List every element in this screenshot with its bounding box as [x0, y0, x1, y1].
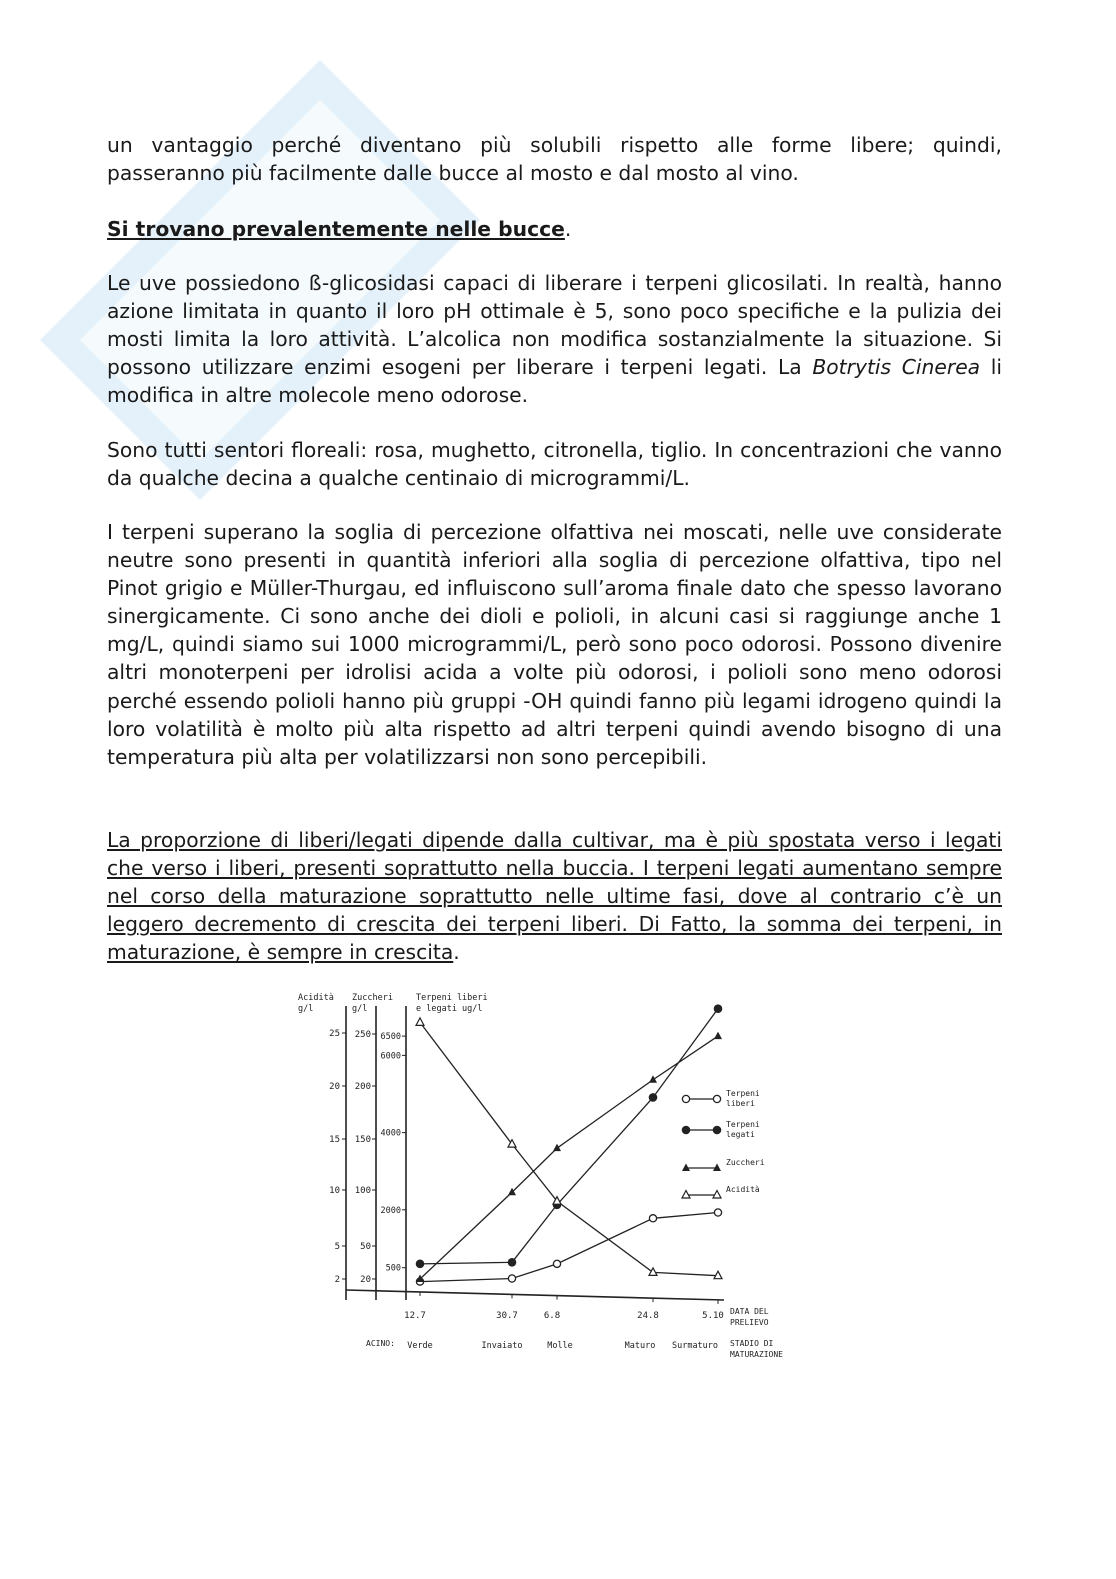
- tick-label-acidity: 20: [329, 1082, 340, 1092]
- legend-label: Zuccheri: [726, 1158, 765, 1167]
- tick-label-acidity: 2: [334, 1275, 340, 1285]
- stage-label: Invaiato: [481, 1341, 523, 1351]
- paragraph-perception-threshold: I terpeni superano la soglia di percezione olfattiva nei moscati, nelle uve considerate neutre sono presenti in quantità inferiori alla soglia di percezione olfattiva, tipo nel Pinot grigio e Müller-Thurgau, ed influiscono sull’aroma finale dato che spesso lavorano sinergicamente. Ci sono anche dei dioli e polioli, in alcuni casi si raggiunge anche 1 mg/L, quindi siamo sui 1000 microgrammi/L, però sono poco odorosi. Possono divenire altri monoterpeni per idrolisi acida a volte più odorosi, i polioli sono meno odorosi perché essendo polioli hanno più gruppi -OH quindi fanno più legami idrogeno quindi la loro volatilità è molto più alta rispetto ad altri terpeni quindi avendo bisogno di una temperatura più alta per volatilizzarsi non sono percepibili.: [107, 520, 1002, 769]
- section-heading: Si trovano prevalentemente nelle bucce.: [107, 217, 572, 241]
- tick-label-sugars: 200: [354, 1082, 371, 1092]
- point-terpeni-liberi: [553, 1260, 560, 1267]
- axis-title-acidity: Acidità: [298, 993, 334, 1003]
- stage-label: Verde: [407, 1341, 433, 1351]
- tick-label-sugars: 20: [360, 1275, 371, 1285]
- tick-label-date: 24.8: [637, 1311, 659, 1321]
- tick-label-date: 5.10: [702, 1311, 724, 1321]
- stage-label: Surmaturo: [671, 1341, 719, 1351]
- point-zuccheri: [553, 1144, 561, 1152]
- stage-axis-title: STADIO DI: [730, 1339, 774, 1348]
- stage-label: Maturo: [624, 1341, 656, 1351]
- point-acidita: [649, 1268, 657, 1276]
- x-axis-title: DATA DEL: [730, 1307, 769, 1316]
- legend-marker: [682, 1164, 690, 1172]
- legend-label: Terpeni: [726, 1120, 760, 1129]
- legend-marker: [713, 1164, 721, 1172]
- stage-label: Molle: [547, 1341, 573, 1351]
- legend-marker: [713, 1126, 721, 1134]
- legend-marker: [713, 1095, 720, 1102]
- axis-title-acidity: g/l: [298, 1004, 314, 1014]
- tick-label-acidity: 5: [334, 1242, 340, 1252]
- x-axis: [346, 1290, 724, 1300]
- axis-title-sugars: g/l: [352, 1004, 368, 1014]
- tick-label-terpenes: 2000: [380, 1205, 401, 1216]
- species-name: Botrytis Cinerea: [812, 355, 981, 380]
- paragraph-glycosidases: Le uve possiedono ß-glicosidasi capaci di liberare i terpeni glicosilati. In realtà, hanno azione limitata in quanto il loro pH ottimale è 5, sono poco specifiche e la pulizia dei mosti limita la loro attività. L’alcolica non modifica sostanzialmente la situazione. Si possono utilizzare enzimi esogeni per liberare i terpeni legati. La Botrytis Cinerea li modifica in altre molecole meno odorose.: [107, 271, 1003, 408]
- tick-label-terpenes: 6000: [380, 1051, 401, 1062]
- series-line-terpeni-liberi: [420, 1213, 718, 1282]
- tick-label-sugars: 150: [354, 1135, 371, 1145]
- tick-label-date: 6.8: [543, 1311, 561, 1321]
- legend-marker: [682, 1095, 689, 1102]
- tick-label-acidity: 25: [329, 1029, 340, 1039]
- point-terpeni-liberi: [508, 1275, 515, 1282]
- tick-label-date: 30.7: [496, 1311, 518, 1321]
- tick-label-acidity: 15: [329, 1135, 340, 1145]
- legend-label: liberi: [726, 1099, 755, 1108]
- legend-marker: [682, 1191, 690, 1199]
- heading-text: Si trovano prevalentemente nelle bucce: [107, 217, 565, 241]
- tick-label-terpenes: 4000: [380, 1128, 401, 1139]
- paragraph-floral-notes: Sono tutti sentori floreali: rosa, mughetto, citronella, tiglio. In concentrazioni che vanno da qualche decina a qualche centinaio di microgrammi/L.: [107, 438, 1002, 491]
- series-line-terpeni-legati: [420, 1009, 718, 1264]
- tick-label-date: 12.7: [404, 1311, 426, 1321]
- point-terpeni-legati: [508, 1258, 516, 1266]
- legend-marker: [713, 1191, 721, 1199]
- point-terpeni-legati: [714, 1005, 722, 1013]
- point-zuccheri: [649, 1075, 657, 1083]
- legend-label: Acidità: [726, 1185, 760, 1194]
- paragraph-free-bound-ratio: La proporzione di liberi/legati dipende dalla cultivar, ma è più spostata verso i legati che verso i liberi, presenti soprattutto nella buccia. I terpeni legati aumentano sempre nel corso della maturazione soprattutto nelle ultime fasi, dove al contrario c’è un leggero decremento di crescita dei terpeni liberi. Di Fatto, la somma dei terpeni, in maturazione, è sempre in crescita.: [107, 828, 1002, 965]
- legend-label: Terpeni: [726, 1089, 760, 1098]
- maturation-chart: [290, 988, 810, 1368]
- point-terpeni-legati: [416, 1260, 424, 1268]
- stage-axis-label: ACINO:: [366, 1339, 395, 1348]
- tick-label-terpenes: 6500: [380, 1032, 401, 1043]
- stage-axis-title: MATURAZIONE: [730, 1350, 783, 1359]
- axis-title-terpenes: e legati ug/l: [416, 1004, 483, 1014]
- tick-label-acidity: 10: [329, 1186, 340, 1196]
- axis-title-terpenes: Terpeni liberi: [416, 993, 488, 1003]
- point-zuccheri: [714, 1032, 722, 1040]
- legend-label: legati: [726, 1130, 755, 1139]
- legend-marker: [682, 1126, 690, 1134]
- tick-label-sugars: 100: [354, 1186, 371, 1196]
- tick-label-sugars: 50: [360, 1242, 371, 1252]
- point-acidita: [416, 1018, 424, 1026]
- tick-label-sugars: 250: [354, 1030, 371, 1040]
- paragraph-intro: un vantaggio perché diventano più solubili rispetto alle forme libere; quindi, passeranno più facilmente dalle bucce al mosto e dal mosto al vino.: [107, 133, 1002, 186]
- point-terpeni-liberi: [714, 1209, 721, 1216]
- point-terpeni-liberi: [649, 1215, 656, 1222]
- x-axis-title: PRELIEVO: [730, 1318, 769, 1327]
- point-terpeni-legati: [649, 1094, 657, 1102]
- series-line-zuccheri: [420, 1036, 718, 1279]
- axis-title-sugars: Zuccheri: [352, 993, 393, 1003]
- tick-label-terpenes: 500: [385, 1263, 401, 1274]
